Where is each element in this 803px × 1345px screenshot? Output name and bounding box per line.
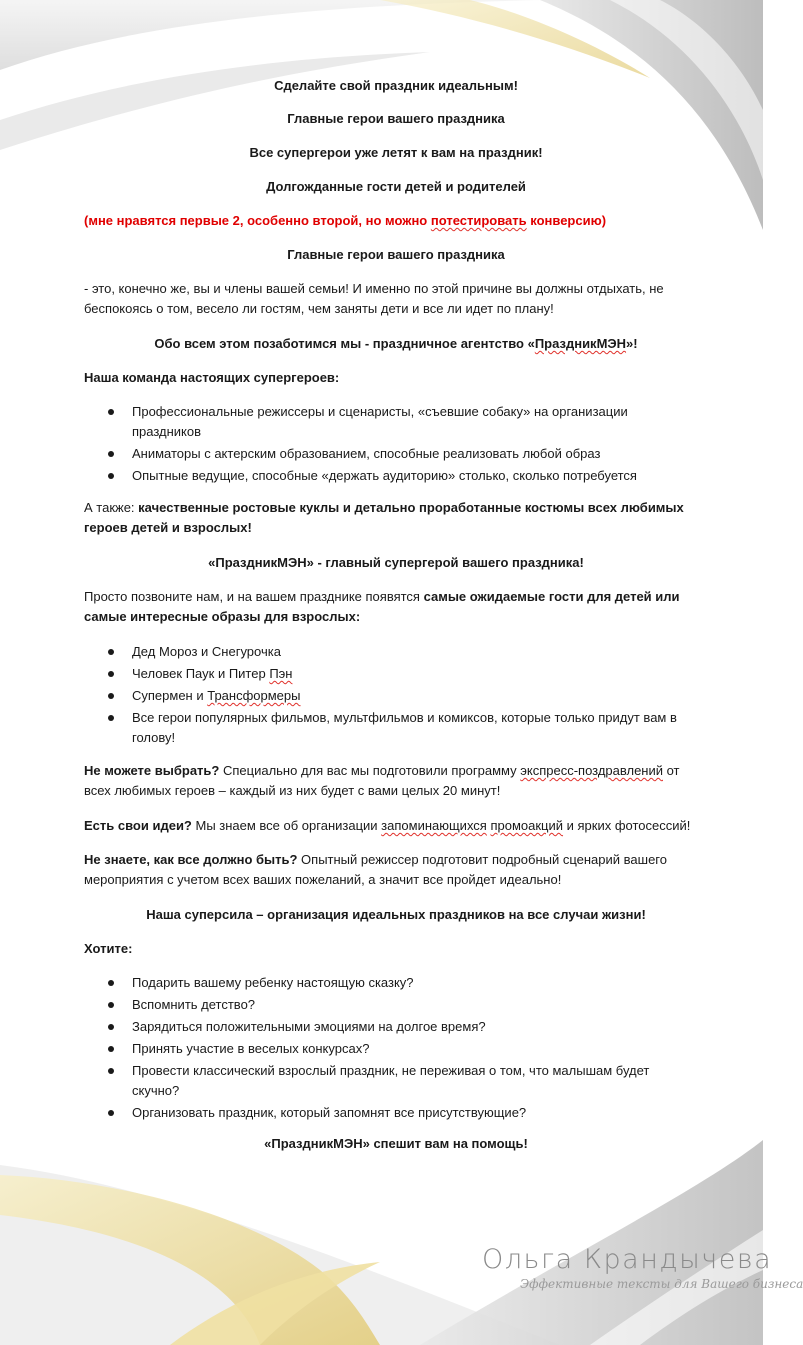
bullet-icon xyxy=(108,671,114,677)
spellcheck-word: потестировать xyxy=(430,213,527,228)
bullet-icon xyxy=(108,1068,114,1074)
unknown-paragraph: Не знаете, как все должно быть? Опытный режиссер подготовит подробный сценарий вашего мероприятия с учетом всех ваших пожеланий, а значит все пройдет идеально! xyxy=(84,852,667,887)
headline-2: Главные герои вашего праздника xyxy=(287,111,505,126)
bullet-icon xyxy=(108,451,114,457)
list-item: Человек Паук и Питер Пэн xyxy=(84,664,708,684)
bullet-icon xyxy=(108,1002,114,1008)
list-item: Организовать праздник, который запомнят все присутствующие? xyxy=(84,1103,708,1123)
want-list xyxy=(84,973,708,1125)
list-item: Все герои популярных фильмов, мультфильмов и комиксов, которые только придут вам в голову! xyxy=(84,708,708,748)
headline-3: Все супергерои уже летят к вам на праздник! xyxy=(249,145,543,160)
bullet-icon xyxy=(108,980,114,986)
agency-line: Обо всем этом позаботимся мы - праздничное агентство «ПраздникМЭН»! xyxy=(154,336,638,351)
list-item: Принять участие в веселых конкурсах? xyxy=(84,1039,708,1059)
author-tagline: Эффективные тексты для Вашего бизнеса xyxy=(520,1277,803,1291)
list-item: Дед Мороз и Снегурочка xyxy=(84,642,708,662)
list-item: Зарядиться положительными эмоциями на долгое время? xyxy=(84,1017,708,1037)
author-branding xyxy=(482,1244,803,1292)
list-item: Опытные ведущие, способные «держать аудиторию» столько, сколько потребуется xyxy=(84,466,708,486)
choose-paragraph: Не можете выбрать? Специально для вас мы подготовили программу экспресс-поздравлений от всех любимых героев – каждый из них будет с вами целых 20 минут! xyxy=(84,763,680,798)
bullet-icon xyxy=(108,693,114,699)
call-paragraph: Просто позвоните нам, и на вашем празднике появятся самые ожидаемые гости для детей или самые интересные образы для взрослых: xyxy=(84,589,680,624)
hero-line: «ПраздникМЭН» - главный супергерой вашего праздника! xyxy=(208,555,584,570)
ideas-paragraph: Есть свои идеи? Мы знаем все об организации запоминающихся промоакций и ярких фотосессий! xyxy=(84,818,691,833)
characters-list xyxy=(84,642,708,750)
want-title: Хотите: xyxy=(84,941,133,956)
bullet-icon xyxy=(108,409,114,415)
editor-comment: (мне нравятся первые 2, особенно второй, но можно потестировать конверсию) xyxy=(84,213,607,228)
headline-4: Долгожданные гости детей и родителей xyxy=(266,179,526,194)
headline-1: Сделайте свой праздник идеальным! xyxy=(274,78,518,93)
also-paragraph: А также: качественные ростовые куклы и детально проработанные костюмы всех любимых героев детей и взрослых! xyxy=(84,500,684,535)
team-list xyxy=(84,402,708,488)
list-item: Вспомнить детство? xyxy=(84,995,708,1015)
bullet-icon xyxy=(108,715,114,721)
author-name: Ольга Крандычева xyxy=(482,1244,773,1275)
main-title: Главные герои вашего праздника xyxy=(287,247,505,262)
bullet-icon xyxy=(108,1046,114,1052)
closing-line: «ПраздникМЭН» спешит вам на помощь! xyxy=(264,1136,528,1151)
list-item: Супермен и Трансформеры xyxy=(84,686,708,706)
list-item: Провести классический взрослый праздник, не переживая о том, что малышам будет скучно? xyxy=(84,1061,708,1101)
list-item: Профессиональные режиссеры и сценаристы, «съевшие собаку» на организации праздников xyxy=(84,402,708,442)
intro-paragraph: - это, конечно же, вы и члены вашей семьи! И именно по этой причине вы должны отдыхать, не беспокоясь о том, весело ли гостям, чем заняты дети и все ли идет по плану! xyxy=(84,281,664,316)
superpower-line: Наша суперсила – организация идеальных праздников на все случаи жизни! xyxy=(146,907,646,922)
team-title: Наша команда настоящих супергероев: xyxy=(84,370,340,385)
bullet-icon xyxy=(108,1110,114,1116)
bullet-icon xyxy=(108,473,114,479)
top-grey-wave xyxy=(0,52,430,150)
brand-name: ПраздникМЭН xyxy=(534,336,627,351)
bullet-icon xyxy=(108,1024,114,1030)
list-item: Аниматоры с актерским образованием, способные реализовать любой образ xyxy=(84,444,708,464)
list-item: Подарить вашему ребенку настоящую сказку? xyxy=(84,973,708,993)
bullet-icon xyxy=(108,649,114,655)
